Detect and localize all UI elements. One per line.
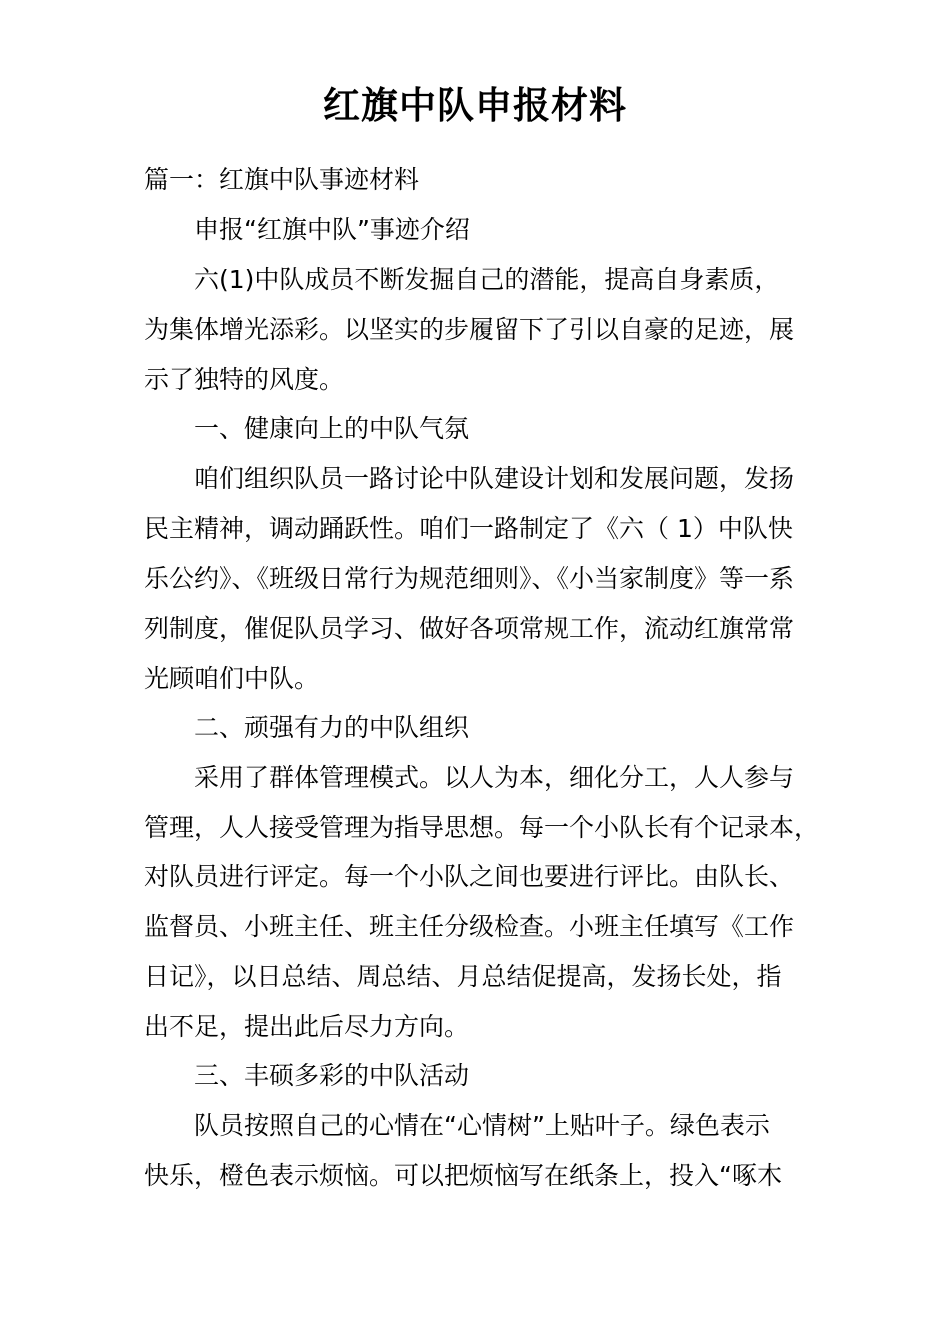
subheading: 三、丰硕多彩的中队活动 [194,1061,470,1090]
paragraph-line: 列制度，催促队员学习、做好各项常规工作，流动红旗常常 [144,614,795,643]
paragraph-line: 光顾咱们中队。 [144,664,320,693]
paragraph-line: 咱们组织队员一路讨论中队建设计划和发展问题，发扬 [194,464,795,493]
paragraph-line: 快乐，橙色表示烦恼。可以把烦恼写在纸条上，投入“啄木 [144,1161,782,1190]
document-title: 红旗中队申报材料 [323,84,627,127]
paragraph-line: 日记》，以日总结、周总结、月总结促提高，发扬长处，指 [144,962,782,991]
paragraph-line: 出不足，提出此后尽力方向。 [144,1012,470,1041]
subheading: 申报“红旗中队”事迹介绍 [194,215,470,244]
paragraph-line: 示了独特的风度。 [144,365,345,394]
paragraph-line: 六(1)中队成员不断发掘自己的潜能，提高自身素质， [194,265,780,294]
paragraph-line: 民主精神，调动踊跃性。咱们一路制定了《六（ 1）中队快 [144,514,793,543]
paragraph-line: 对队员进行评定。每一个小队之间也要进行评比。由队长、 [144,862,795,891]
section-heading: 篇一：红旗中队事迹材料 [144,165,420,194]
paragraph-line: 为集体增光添彩。以坚实的步履留下了引以自豪的足迹，展 [144,315,795,344]
paragraph-line: 监督员、小班主任、班主任分级检查。小班主任填写《工作 [144,912,795,941]
paragraph-line: 队员按照自己的心情在“心情树”上贴叶子。绿色表示 [194,1111,770,1140]
paragraph-line: 管理，人人接受管理为指导思想。每一个小队长有个记录本， [144,813,820,842]
paragraph-line: 采用了群体管理模式。以人为本，细化分工，人人参与 [194,763,795,792]
subheading: 二、顽强有力的中队组织 [194,713,470,742]
paragraph-line: 乐公约》、《班级日常行为规范细则》、《小当家制度》等一系 [144,564,795,593]
subheading: 一、健康向上的中队气氛 [194,414,470,443]
